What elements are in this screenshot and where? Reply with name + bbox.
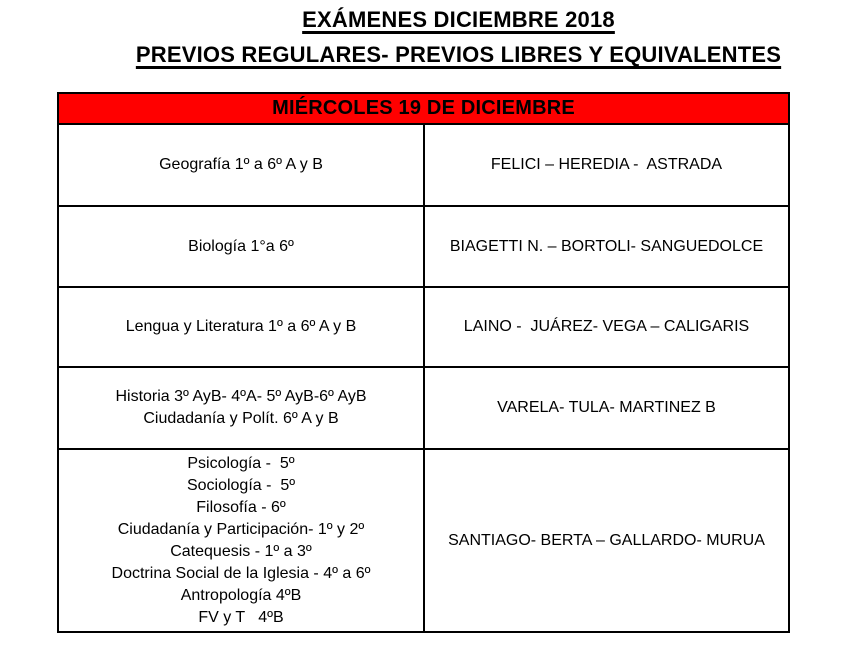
page-title: EXÁMENES DICIEMBRE 2018 [302,7,615,32]
examiners-cell: SANTIAGO- BERTA – GALLARDO- MURUA [448,531,765,549]
subject-line: Sociología - 5º [186,476,296,494]
subject-line: Ciudadanía y Participación- 1º y 2º [117,520,365,538]
table-header-day: MIÉRCOLES 19 DE DICIEMBRE [59,94,788,125]
exam-schedule-table [57,92,790,633]
subject-line: Filosofía - 6º [196,498,286,516]
subject-cell [59,450,425,631]
page-subtitle: PREVIOS REGULARES- PREVIOS LIBRES Y EQUIVALENTES [135,42,782,67]
subject-line: Catequesis - 1º a 3º [170,542,312,560]
examiners-cell: LAINO - JUÁREZ- VEGA – CALIGARIS [463,318,750,335]
subject-line: Historia 3º AyB- 4ºA- 5º AyB-6º AyB [115,388,367,405]
table-row [59,125,788,207]
table-row [59,450,788,631]
subject-line: Antropología 4ºB [180,586,302,604]
subject-line: Ciudadanía y Polít. 6º A y B [143,410,339,427]
examiners-cell: VARELA- TULA- MARTINEZ B [497,399,716,416]
examiners-cell: BIAGETTI N. – BORTOLI- SANGUEDOLCE [449,237,764,255]
examiners-cell: FELICI – HEREDIA - ASTRADA [490,156,723,173]
subject-line: Doctrina Social de la Iglesia - 4º a 6º [111,564,371,582]
document-titles [0,0,841,68]
table-row [59,207,788,288]
subject-line: Geografía 1º a 6º A y B [159,156,323,173]
table-row [59,368,788,450]
table-rows [59,125,788,631]
table-row [59,288,788,368]
subject-line: FV y T 4ºB [198,608,284,626]
subject-line: Lengua y Literatura 1º a 6º A y B [125,318,357,335]
subject-cell [59,368,425,448]
subject-cell [59,288,425,366]
subject-line: Psicología - 5º [187,454,295,472]
subject-cell [59,125,425,205]
subject-cell [59,207,425,286]
subject-line: Biología 1°a 6º [188,237,294,255]
